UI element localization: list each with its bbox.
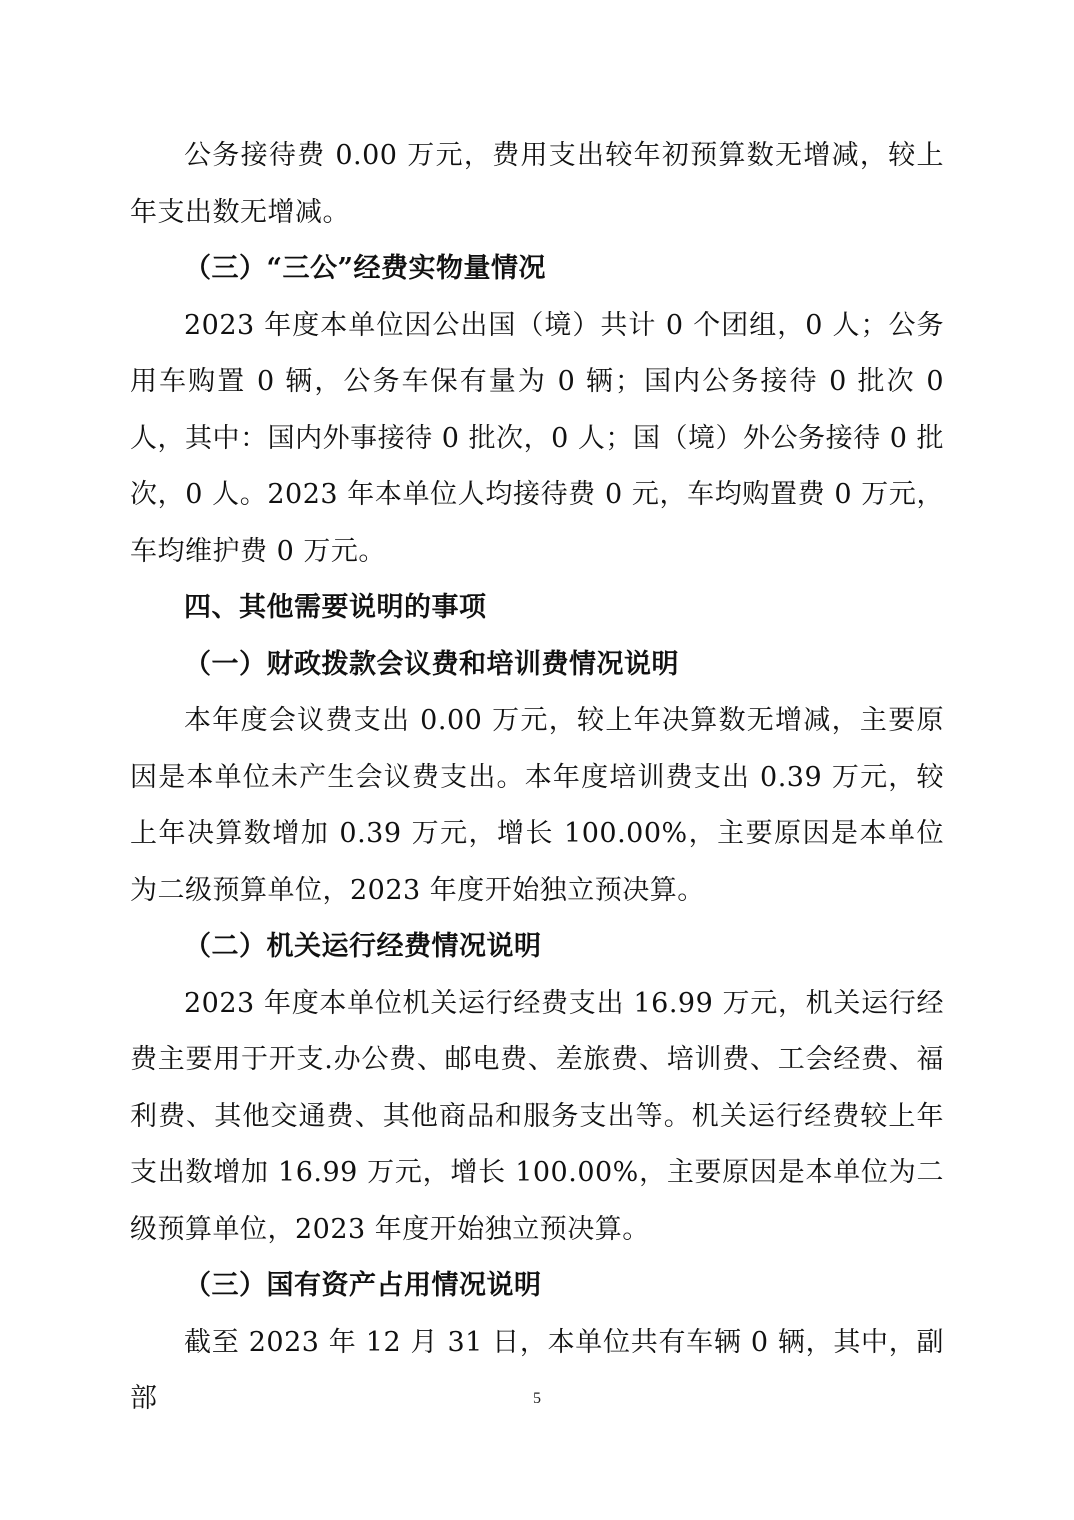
- heading-three-public-quantity: （三）“三公”经费实物量情况: [184, 253, 547, 284]
- paragraph-reception-fee: 公务接待费 0.00 万元，费用支出较年初预算数无增减，较上年支出数无增减。: [130, 140, 944, 228]
- document-body: [130, 128, 944, 1428]
- heading-operating-expenses: （二）机关运行经费情况说明: [184, 931, 542, 962]
- heading-other-matters: 四、其他需要说明的事项: [184, 592, 487, 623]
- paragraph-state-assets: 截至 2023 年 12 月 31 日，本单位共有车辆 0 辆，其中，副部: [130, 1326, 944, 1414]
- paragraph-operating-expenses: 2023 年度本单位机关运行经费支出 16.99 万元，机关运行经费主要用于开支.办公费、邮电费、差旅费、培训费、工会经费、福利费、其他交通费、其他商品和服务支出等。机关运行经费较上年支出数增加 16.99 万元，增长 100.00%，主要原因是本单位为二级预算单位，2023 年度开始独立预决算。: [130, 987, 944, 1245]
- heading-meeting-training-fees: （一）财政拨款会议费和培训费情况说明: [184, 648, 679, 680]
- page-number: 5: [533, 1390, 541, 1407]
- paragraph-three-public-quantity: 2023 年度本单位因公出国（境）共计 0 个团组，0 人；公务用车购置 0 辆，公务车保有量为 0 辆；国内公务接待 0 批次 0 人，其中：国内外事接待 0 批次，0 人；国（境）外公务接待 0 批次，0 人。2023 年本单位人均接待费 0 元，车均购置费 0 万元，车均维护费 0 万元。: [130, 309, 944, 567]
- paragraph-meeting-training-fees: 本年度会议费支出 0.00 万元，较上年决算数无增减，主要原因是本单位未产生会议费支出。本年度培训费支出 0.39 万元，较上年决算数增加 0.39 万元，增长 100.00%，主要原因是本单位为二级预算单位，2023 年度开始独立预决算。: [130, 705, 944, 906]
- heading-state-assets: （三）国有资产占用情况说明: [184, 1270, 542, 1301]
